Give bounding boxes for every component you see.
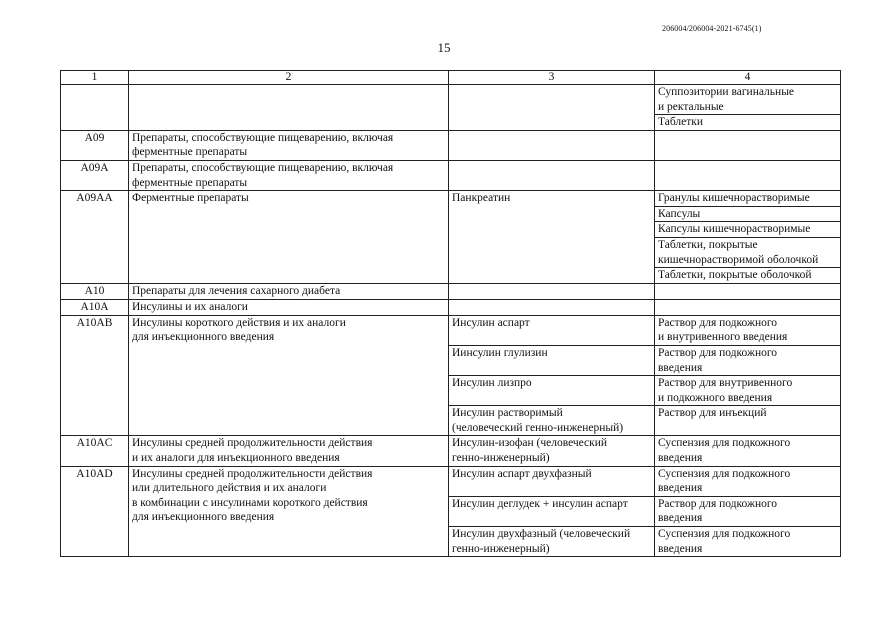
column-number: 1 xyxy=(61,71,129,85)
dosage-forms-cell xyxy=(655,85,841,131)
dosage-form: Таблетки, покрытые кишечнорастворимой оболочкой xyxy=(655,238,840,268)
dosage-form: Капсулы кишечнорастворимые xyxy=(655,222,840,238)
table-row xyxy=(61,299,841,315)
group-name: Инсулины и их аналоги xyxy=(129,299,449,315)
active-substance xyxy=(449,299,655,315)
dosage-form xyxy=(655,284,840,299)
dosage-forms-cell xyxy=(655,283,841,299)
atc-code: A10A xyxy=(61,299,129,315)
active-substance xyxy=(449,283,655,299)
atc-code: A10AB xyxy=(61,315,129,436)
column-number: 3 xyxy=(449,71,655,85)
table-row xyxy=(61,191,841,284)
page-number: 15 xyxy=(437,40,451,55)
active-substance: Инсулин деглудек + инсулин аспарт xyxy=(449,496,655,526)
atc-code: A09AA xyxy=(61,191,129,284)
dosage-form: Капсулы xyxy=(655,207,840,223)
dosage-form: Суспензия для подкожного введения xyxy=(658,437,791,465)
dosage-form: Раствор для внутривенного и подкожного введения xyxy=(658,377,793,404)
table-row xyxy=(61,130,841,160)
dosage-forms-cell xyxy=(655,345,841,375)
group-name: Препараты, способствующие пищеварению, включая ферментные препараты xyxy=(129,160,449,190)
group-name: Препараты, способствующие пищеварению, включая ферментные препараты xyxy=(129,130,449,160)
active-substance: Инсулин растворимый (человеческий генно-инженерный) xyxy=(449,406,655,436)
active-substance: Иинсулин глулизин xyxy=(449,345,655,375)
dosage-form xyxy=(655,161,840,176)
drug-table-body xyxy=(61,71,841,557)
table-row xyxy=(61,283,841,299)
active-substance xyxy=(449,85,655,131)
dosage-forms-cell xyxy=(655,527,841,557)
table-row xyxy=(61,160,841,190)
dosage-forms-cell xyxy=(655,160,841,190)
atc-code: A10AD xyxy=(61,466,129,557)
dosage-form: Гранулы кишечнорастворимые xyxy=(655,191,840,207)
active-substance: Инсулин двухфазный (человеческий генно-инженерный) xyxy=(449,527,655,557)
dosage-forms-cell xyxy=(655,496,841,526)
active-substance: Панкреатин xyxy=(449,191,655,284)
drug-table xyxy=(60,70,841,557)
active-substance: Инсулин лизпро xyxy=(449,376,655,406)
active-substance xyxy=(449,130,655,160)
dosage-form: Таблетки xyxy=(658,116,704,129)
dosage-form: Суспензия для подкожного введения xyxy=(658,528,791,555)
dosage-forms-cell xyxy=(655,299,841,315)
atc-code xyxy=(61,85,129,131)
dosage-form: Суппозитории вагинальные и ректальные xyxy=(655,85,840,115)
group-name: Препараты для лечения сахарного диабета xyxy=(129,283,449,299)
active-substance: Инсулин-изофан (человеческий генно-инженерный) xyxy=(449,436,655,466)
dosage-form xyxy=(655,131,840,146)
table-row xyxy=(61,466,841,496)
dosage-form: Таблетки, покрытые оболочкой xyxy=(658,269,812,282)
group-name: Инсулины средней продолжительности действия и их аналоги для инъекционного введения xyxy=(129,436,449,466)
active-substance: Инсулин аспарт двухфазный xyxy=(449,466,655,496)
atc-code: A10 xyxy=(61,283,129,299)
dosage-forms-cell xyxy=(655,191,841,284)
dosage-form: Раствор для подкожного введения xyxy=(658,346,778,374)
dosage-forms-cell xyxy=(655,436,841,466)
table-row xyxy=(61,85,841,131)
document-id: 206004/206004-2021-6745(1) xyxy=(662,24,762,33)
atc-code: A09A xyxy=(61,160,129,190)
table-row xyxy=(61,436,841,466)
dosage-form: Раствор для подкожного введения xyxy=(658,497,778,525)
dosage-form: Суспензия для подкожного введения xyxy=(658,467,791,495)
dosage-forms-cell xyxy=(655,406,841,436)
group-name xyxy=(129,85,449,131)
table-row xyxy=(61,315,841,345)
dosage-forms-cell xyxy=(655,130,841,160)
group-name: Инсулины средней продолжительности действия или длительного действия и их аналоги в комбинации с инсулинами короткого действия для инъекционного введения xyxy=(129,466,449,557)
group-name: Инсулины короткого действия и их аналоги для инъекционного введения xyxy=(129,315,449,436)
column-number-row xyxy=(61,71,841,85)
dosage-forms-cell xyxy=(655,466,841,496)
dosage-forms-cell xyxy=(655,376,841,406)
group-name: Ферментные препараты xyxy=(129,191,449,284)
atc-code: A09 xyxy=(61,130,129,160)
active-substance: Инсулин аспарт xyxy=(449,315,655,345)
active-substance xyxy=(449,160,655,190)
dosage-form xyxy=(655,300,840,315)
atc-code: A10AC xyxy=(61,436,129,466)
dosage-form: Раствор для инъекций xyxy=(658,407,767,420)
dosage-form: Раствор для подкожного и внутривенного введения xyxy=(658,316,788,344)
dosage-forms-cell xyxy=(655,315,841,345)
column-number: 2 xyxy=(129,71,449,85)
column-number: 4 xyxy=(655,71,841,85)
